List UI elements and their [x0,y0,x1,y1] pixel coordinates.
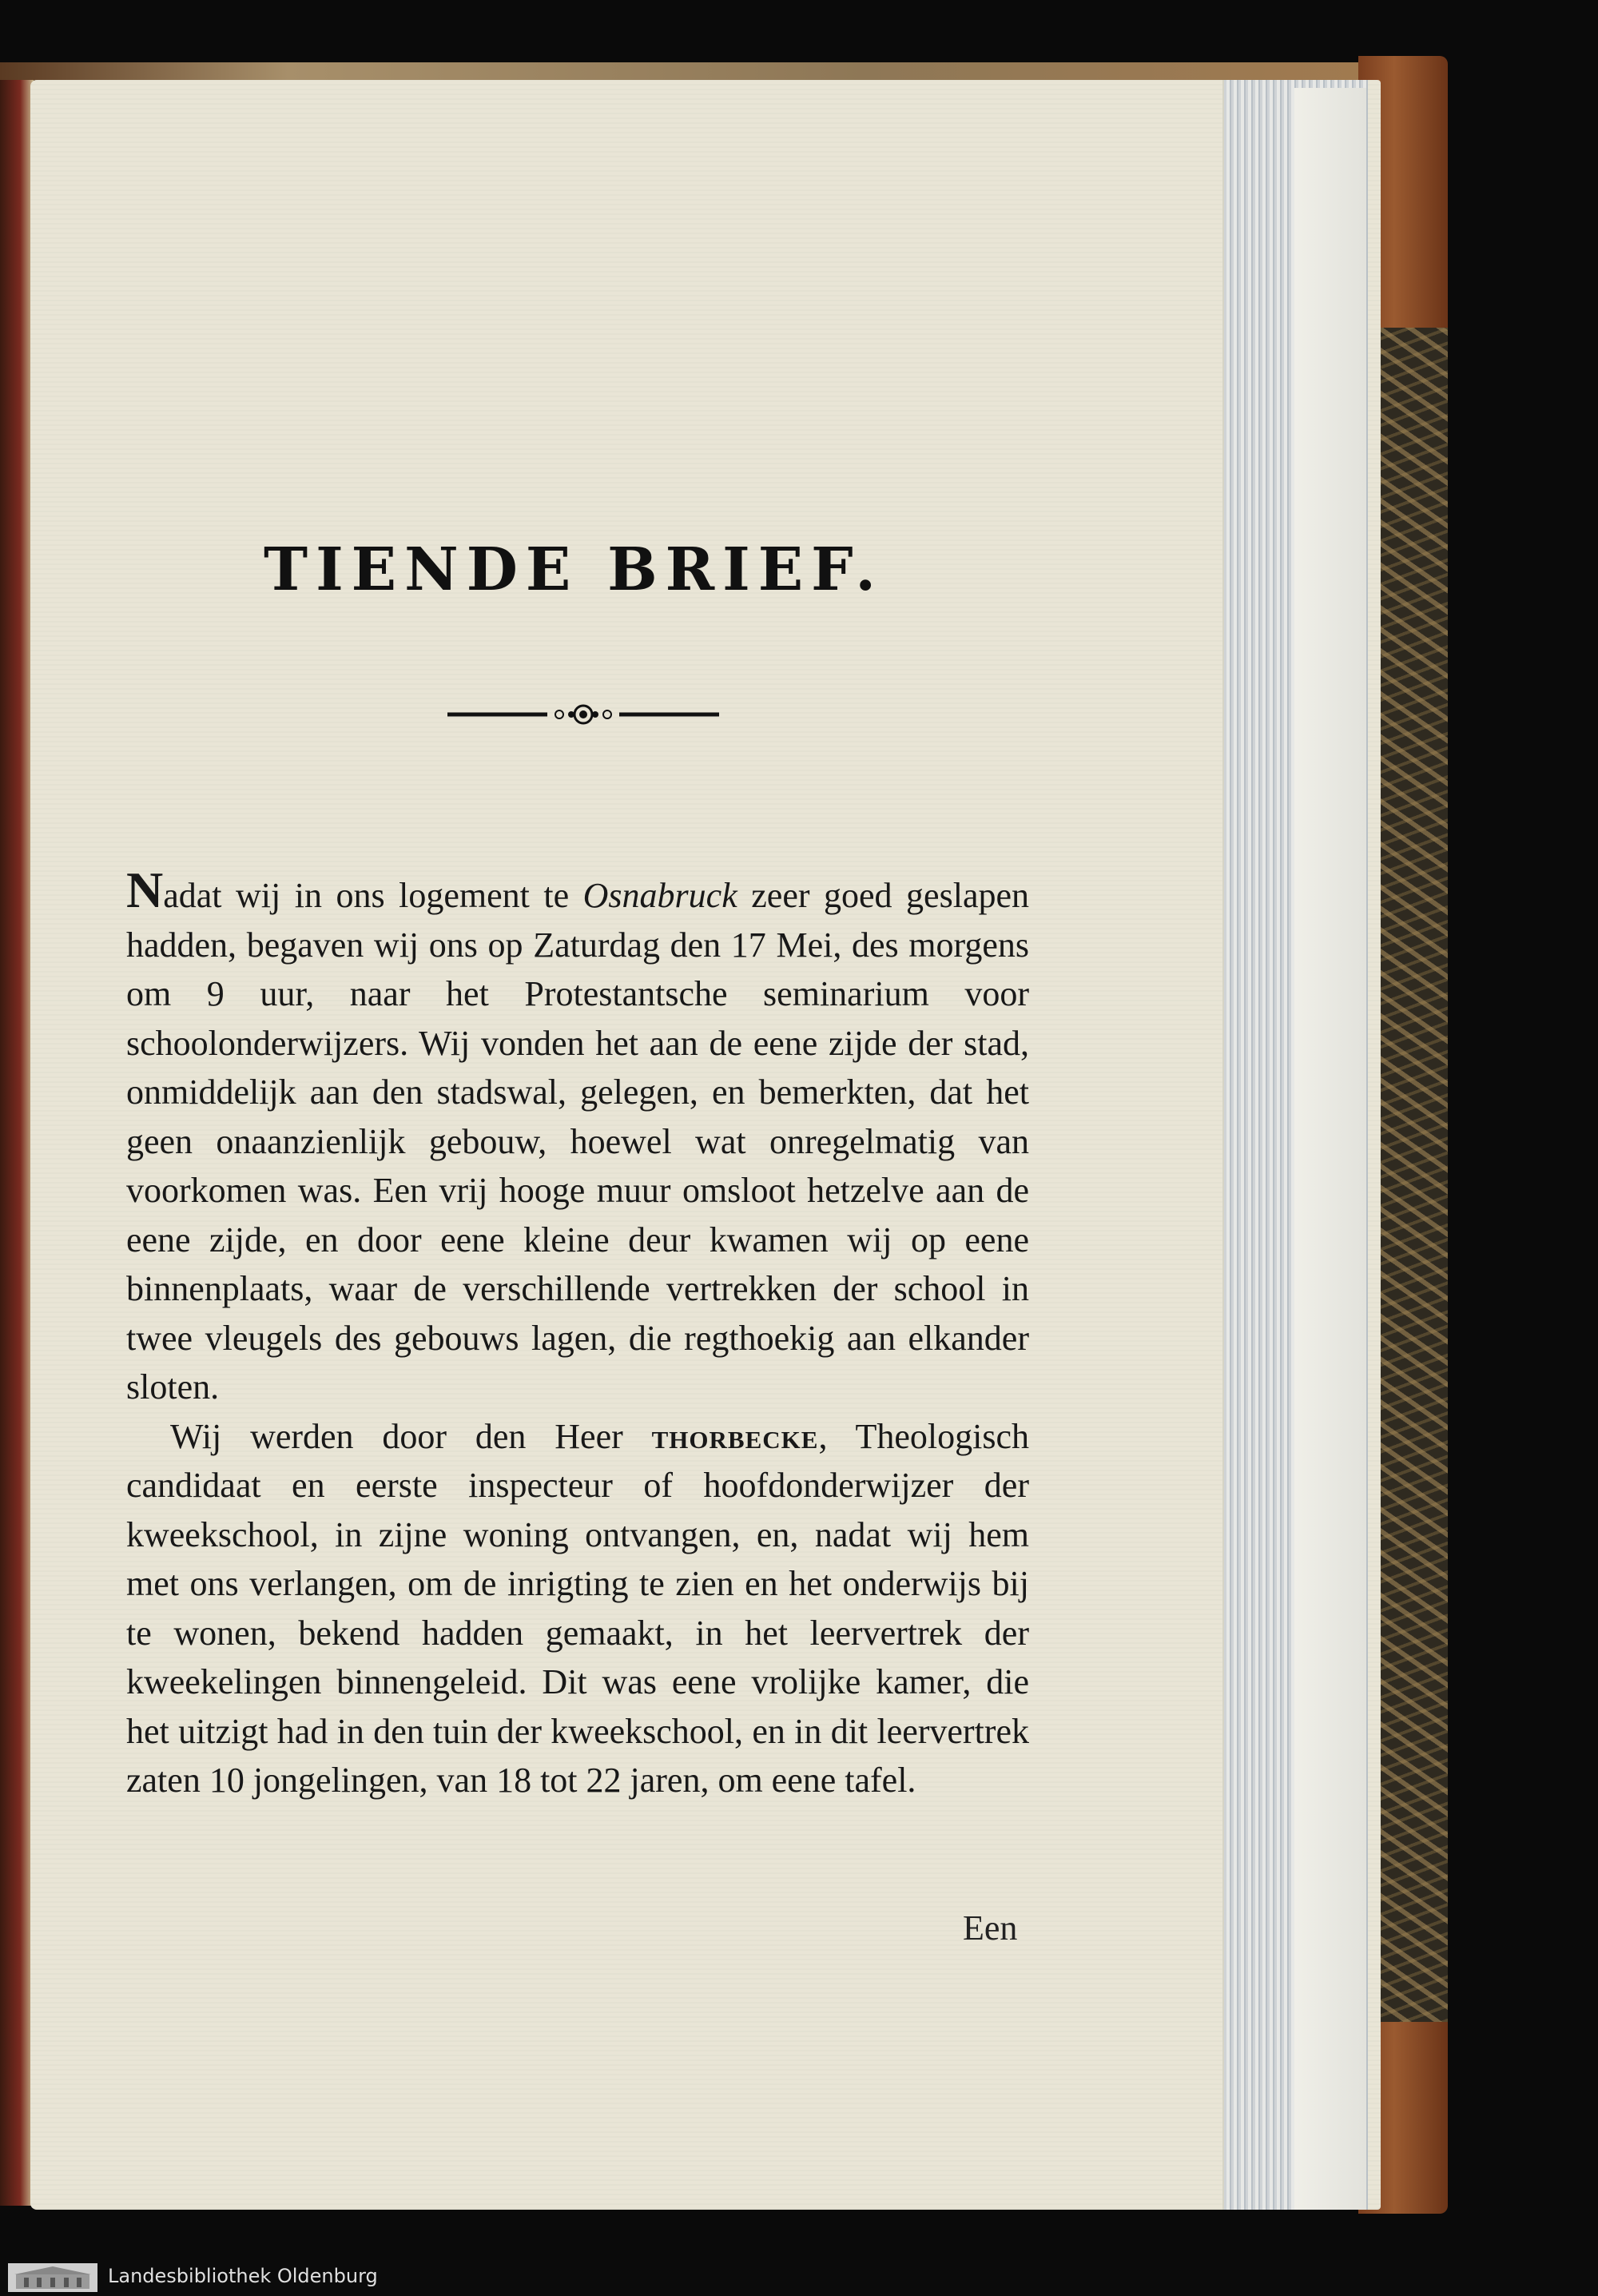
library-credit: Landesbibliothek Oldenburg [108,2265,378,2287]
paragraph-1 [126,861,1029,1412]
ornament-divider-icon [447,698,719,730]
paragraph-1-text-b: zeer goed geslapen hadden, begaven wij ons op Zaturdag den 17 Mei, des morgens om 9 uur, naar het Protestantsche seminarium voor schoolonderwijzers. Wij vonden het aan de eene zijde der stad, onmiddelijk aan den stadswal, gelegen, en bemerkten, dat het geen onaanzienlijk gebouw, hoewel wat onregelmatig van voorkomen was. Een vrij hooge muur omsloot hetzelve aan de eene zijde, en door eene kleine deur kwamen wij op eene binnenplaats, waar de verschillende vertrekken der school in twee vleugels des gebouws lagen, die regthoekig aan elkander sloten. [126,876,1029,1407]
place-name: Osnabruck [582,876,737,915]
left-cover [0,80,34,2206]
drop-cap: N [126,861,164,918]
person-name: thorbecke [651,1416,819,1456]
paragraph-2 [126,1412,1029,1805]
paragraph-1-text-a: adat wij in ons logement te [163,876,583,915]
library-logo-icon [8,2263,97,2292]
chapter-heading: TIENDE BRIEF. [264,535,884,604]
paragraph-2-text-a: Wij werden door den Heer [170,1416,652,1456]
catchword: Een [963,1908,1018,1948]
page-edges-inner [1294,88,1366,2210]
paragraph-2-text-b: , Theologisch candidaat en eerste inspecteur of hoofdonderwijzer der kweekschool, in zijne woning ontvangen, en, nadat wij hem met ons verlangen, om de inrigting te zien en het onderwijs bij te wonen, bekend hadden gemaakt, in het leervertrek der kweekelingen binnengeleid. Dit was eene vrolijke kamer, die het uitzigt had in den tuin der kweekschool, en in dit leervertrek zaten 10 jongelingen, van 18 tot 22 jaren, om eene tafel. [126,1416,1029,1800]
marbled-cover [1373,328,1448,2022]
show-through-text [120,248,1039,296]
body-text [126,861,1029,1805]
